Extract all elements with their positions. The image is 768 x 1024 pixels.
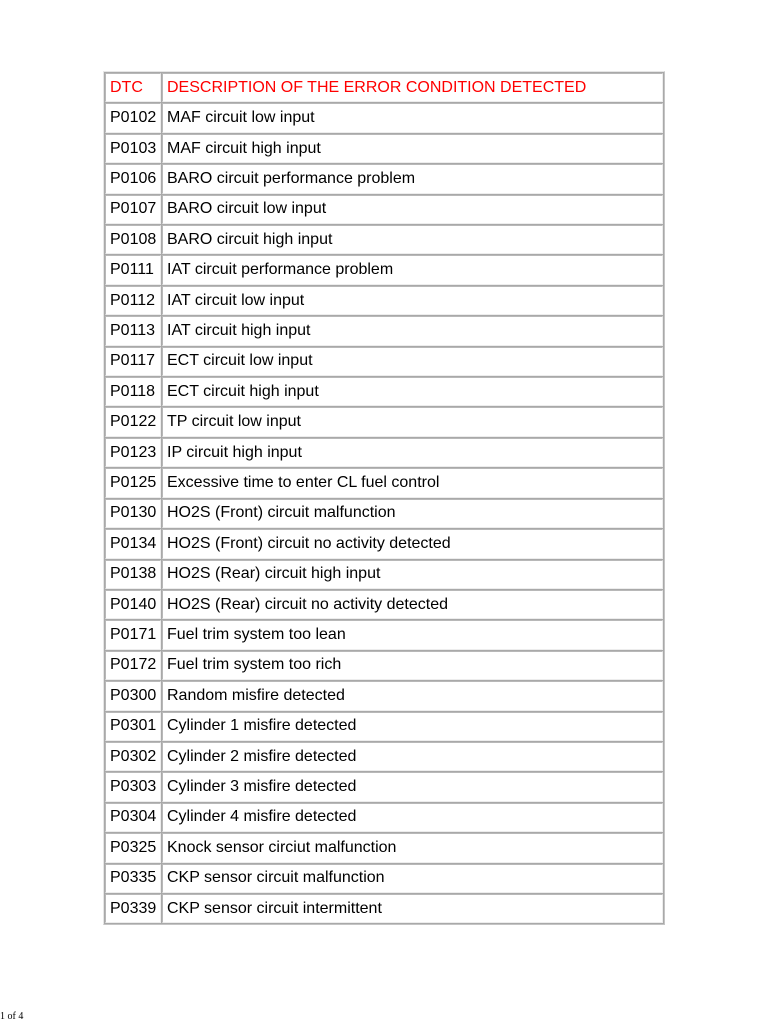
dtc-code: P0113 (105, 316, 161, 345)
table-row (105, 347, 663, 376)
dtc-code: P0302 (105, 742, 161, 771)
dtc-code: P0107 (105, 195, 161, 224)
dtc-description: IAT circuit performance problem (162, 255, 663, 284)
dtc-description: MAF circuit low input (162, 103, 663, 132)
table-row (105, 103, 663, 132)
page-indicator: 1 of 4 (0, 1011, 24, 1022)
dtc-description: HO2S (Rear) circuit high input (162, 560, 663, 589)
dtc-code: P0130 (105, 499, 161, 528)
dtc-code: P0303 (105, 772, 161, 801)
dtc-code: P0102 (105, 103, 161, 132)
dtc-description: Cylinder 4 misfire detected (162, 803, 663, 832)
table-row (105, 195, 663, 224)
table-row (105, 407, 663, 436)
header-dtc: DTC (105, 73, 161, 102)
dtc-description: TP circuit low input (162, 407, 663, 436)
dtc-description: HO2S (Front) circuit malfunction (162, 499, 663, 528)
table-row (105, 681, 663, 710)
table-row (105, 833, 663, 862)
dtc-description: IAT circuit low input (162, 286, 663, 315)
dtc-code: P0122 (105, 407, 161, 436)
table-row (105, 864, 663, 893)
dtc-description: IP circuit high input (162, 438, 663, 467)
dtc-code: P0335 (105, 864, 161, 893)
table-row (105, 560, 663, 589)
dtc-description: CKP sensor circuit malfunction (162, 864, 663, 893)
dtc-description: HO2S (Front) circuit no activity detected (162, 529, 663, 558)
table-row (105, 377, 663, 406)
dtc-description: CKP sensor circuit intermittent (162, 894, 663, 923)
table-row (105, 286, 663, 315)
dtc-code: P0171 (105, 620, 161, 649)
dtc-code: P0134 (105, 529, 161, 558)
header-description: DESCRIPTION OF THE ERROR CONDITION DETECTED (162, 73, 663, 102)
dtc-description: Cylinder 3 misfire detected (162, 772, 663, 801)
dtc-description: Cylinder 2 misfire detected (162, 742, 663, 771)
table-row (105, 164, 663, 193)
table-row (105, 620, 663, 649)
dtc-code: P0172 (105, 651, 161, 680)
table-row (105, 712, 663, 741)
dtc-code: P0140 (105, 590, 161, 619)
table-row (105, 316, 663, 345)
table-row (105, 529, 663, 558)
table-row (105, 134, 663, 163)
dtc-code: P0138 (105, 560, 161, 589)
table-row (105, 742, 663, 771)
dtc-code: P0325 (105, 833, 161, 862)
table-row (105, 590, 663, 619)
dtc-description: BARO circuit low input (162, 195, 663, 224)
dtc-description: MAF circuit high input (162, 134, 663, 163)
dtc-code: P0103 (105, 134, 161, 163)
table-row (105, 255, 663, 284)
dtc-code: P0117 (105, 347, 161, 376)
table-header-row (105, 73, 663, 102)
dtc-description: ECT circuit low input (162, 347, 663, 376)
dtc-description: Knock sensor circiut malfunction (162, 833, 663, 862)
dtc-description: HO2S (Rear) circuit no activity detected (162, 590, 663, 619)
dtc-description: ECT circuit high input (162, 377, 663, 406)
table-row (105, 772, 663, 801)
dtc-table (103, 71, 665, 925)
table-row (105, 499, 663, 528)
dtc-description: IAT circuit high input (162, 316, 663, 345)
dtc-code: P0112 (105, 286, 161, 315)
dtc-description: Fuel trim system too rich (162, 651, 663, 680)
dtc-description: BARO circuit high input (162, 225, 663, 254)
dtc-code: P0301 (105, 712, 161, 741)
dtc-description: Cylinder 1 misfire detected (162, 712, 663, 741)
dtc-code: P0123 (105, 438, 161, 467)
dtc-description: Fuel trim system too lean (162, 620, 663, 649)
dtc-code: P0108 (105, 225, 161, 254)
dtc-description: Random misfire detected (162, 681, 663, 710)
table-row (105, 438, 663, 467)
table-row (105, 894, 663, 923)
table-row (105, 803, 663, 832)
dtc-code: P0118 (105, 377, 161, 406)
dtc-code: P0125 (105, 468, 161, 497)
table-row (105, 651, 663, 680)
dtc-code: P0304 (105, 803, 161, 832)
dtc-description: Excessive time to enter CL fuel control (162, 468, 663, 497)
table-row (105, 225, 663, 254)
dtc-code: P0339 (105, 894, 161, 923)
dtc-description: BARO circuit performance problem (162, 164, 663, 193)
dtc-code: P0111 (105, 255, 161, 284)
dtc-code: P0300 (105, 681, 161, 710)
dtc-code: P0106 (105, 164, 161, 193)
table-row (105, 468, 663, 497)
